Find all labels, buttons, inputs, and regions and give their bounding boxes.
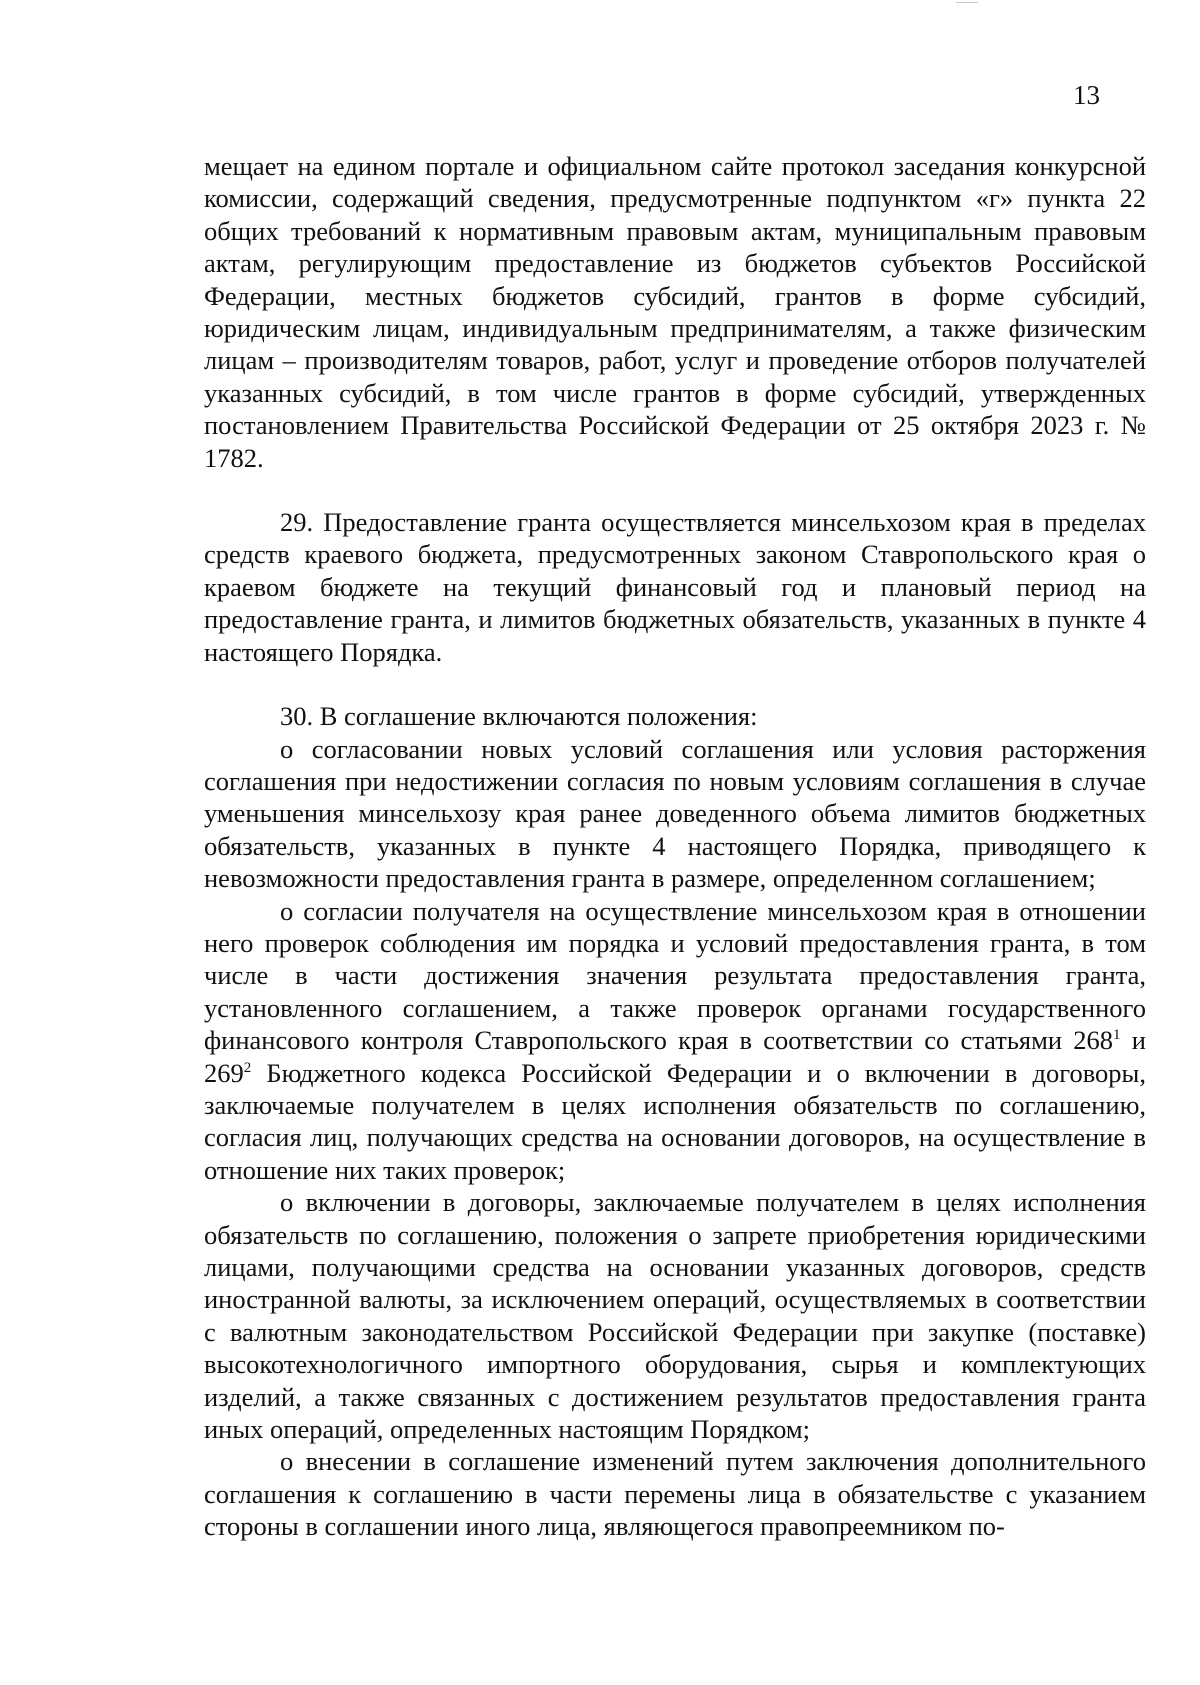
paragraph-provision-2 bbox=[204, 895, 1146, 1187]
provision-2-text-before: о согласии получателя на осуществление минсельхозом края в отношении него проверок соблюдения им порядка и условий предоставления гранта, в том числе в части достижения значения результата предоставления гранта, установленного соглашением, а также проверок органами государственного финансового контроля Ставропольского края в соответствии со статьями 268 bbox=[204, 895, 1146, 1056]
document-body bbox=[204, 150, 1146, 1543]
footnote-superscript: 1 bbox=[1113, 1027, 1121, 1044]
paragraph-continued: мещает на едином портале и официальном сайте протокол заседания конкурсной комиссии, содержащий сведения, предусмотренные подпунктом «г» пункта 22 общих требований к нормативным правовым актам, муниципальным правовым актам, регулирующим предоставление из бюджетов субъектов Российской Федерации, местных бюджетов субсидий, грантов в форме субсидий, юридическим лицам, индивидуальным предпринимателям, а также физическим лицам – производителям товаров, работ, услуг и проведение отборов получателей указанных субсидий, в том числе грантов в форме субсидий, утвержденных постановлением Правительства Российской Федерации от 25 октября 2023 г. № 1782. bbox=[204, 151, 1146, 473]
paragraph-provision-1: о согласовании новых условий соглашения или условия расторжения соглашения при недостижении согласия по новым условиям соглашения в случае уменьшения минсельхозу края ранее доведенного объема лимитов бюджетных обязательств, указанных в пункте 4 настоящего Порядка, приводящего к невозможности предоставления гранта в размере, определенном соглашением; bbox=[204, 733, 1146, 894]
provision-2-text-middle: и 269 bbox=[204, 1025, 1146, 1088]
paragraph-provision-3: о включении в договоры, заключаемые получателем в целях исполнения обязательств по соглашению, положения о запрете приобретения юридическими лицами, получающими средства на основании указанных договоров, средств иностранной валюты, за исключением операций, осуществляемых в соответствии с валютным законодательством Российской Федерации при закупке (поставке) высокотехнологичного импортного оборудования, сырья и комплектующих изделий, а также связанных с достижением результатов предоставления гранта иных операций, определенных настоящим Порядком; bbox=[204, 1187, 1146, 1445]
provision-2-text-after: Бюджетного кодекса Российской Федерации и о включении в договоры, заключаемые получателем в целях исполнения обязательств по соглашению, согласия лиц, получающих средства на основании договоров, на осуществление в отношение них таких проверок; bbox=[204, 1057, 1146, 1185]
paragraph-item-30: 30. В соглашение включаются положения: bbox=[280, 701, 758, 732]
paragraph-item-29: 29. Предоставление гранта осуществляется минсельхозом края в пределах средств краевого бюджета, предусмотренных законом Ставропольского края о краевом бюджете на текущий финансовый год и плановый период на предоставление гранта, и лимитов бюджетных обязательств, указанных в пункте 4 настоящего Порядка. bbox=[204, 507, 1146, 667]
scan-artifact bbox=[956, 2, 978, 3]
footnote-superscript: 2 bbox=[243, 1059, 252, 1076]
page-number: 13 bbox=[1073, 80, 1100, 110]
paragraph-provision-4: о внесении в соглашение изменений путем заключения дополнительного соглашения к соглашению в части перемены лица в обязательстве с указанием стороны в соглашении иного лица, являющегося правопреемником по- bbox=[204, 1446, 1146, 1542]
